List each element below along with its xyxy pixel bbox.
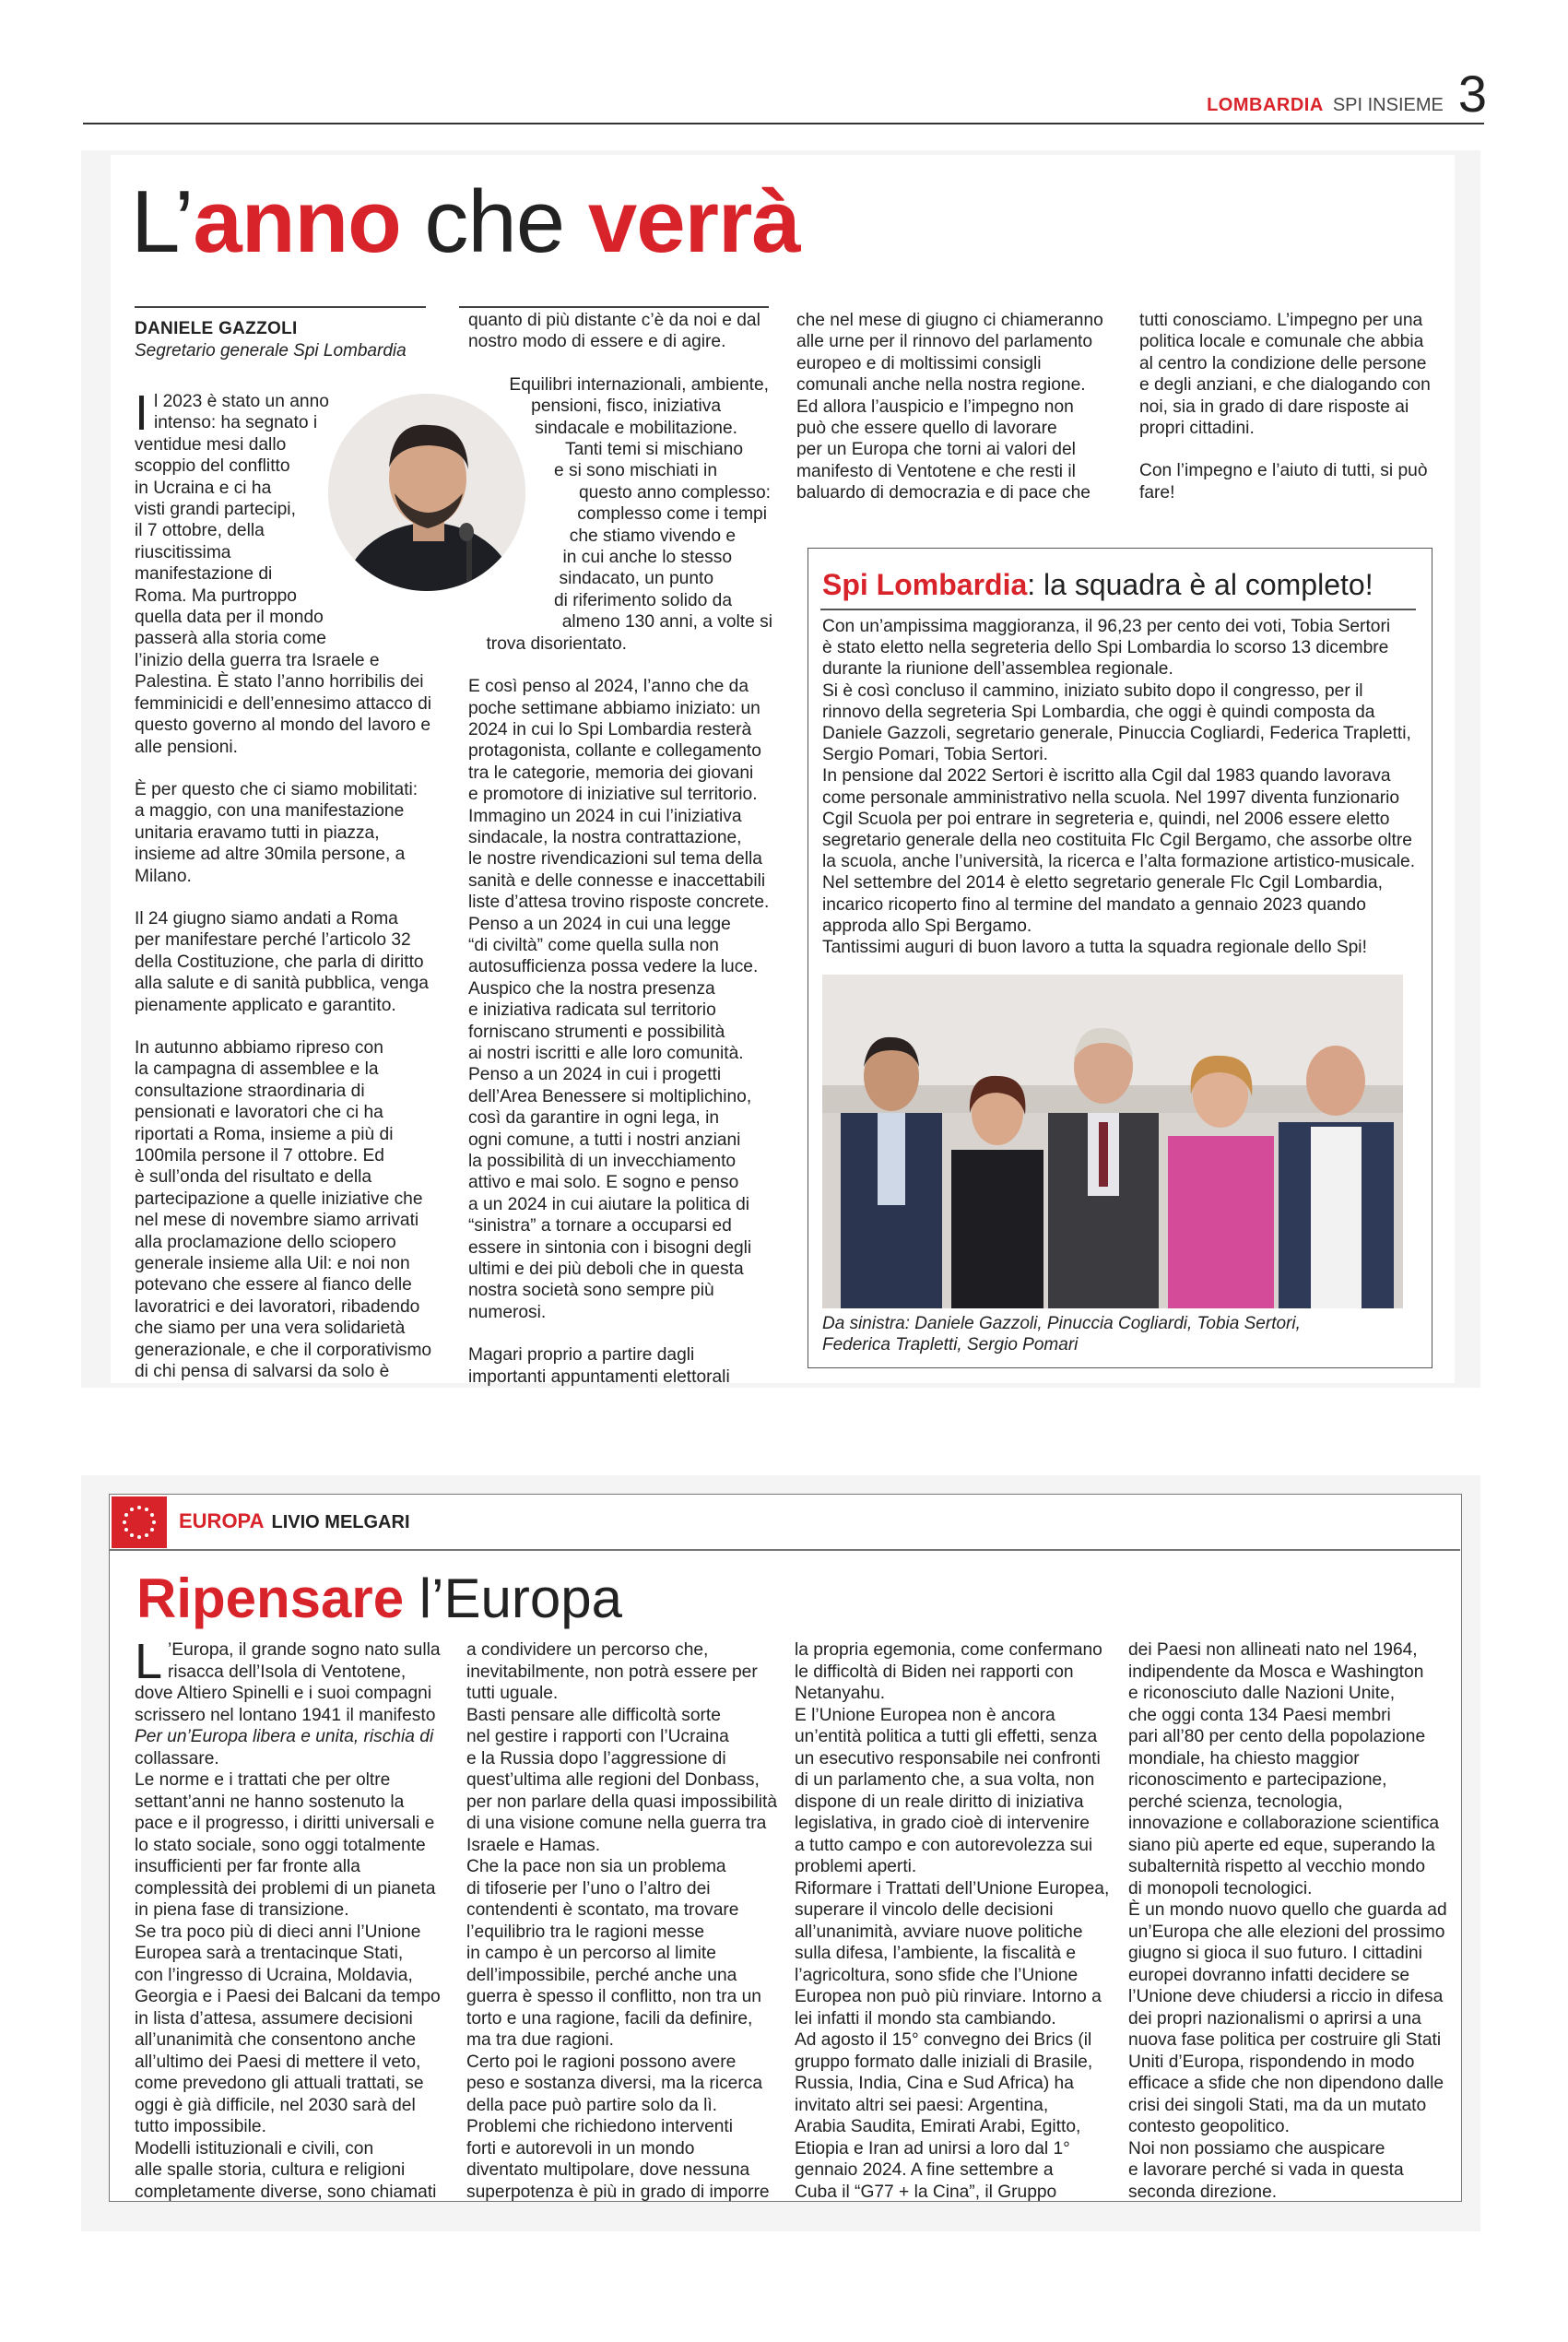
text-line: crisi dei singoli Stati, ma da un mutato (1128, 2095, 1427, 2115)
text-line: Basti pensare alle difficoltà sorte (466, 1705, 721, 1725)
paragraph (468, 676, 778, 1323)
text-line: di riferimento solido da (553, 590, 732, 610)
text-line: complesso come i tempi (577, 504, 767, 525)
title-part: L’ (131, 172, 194, 271)
text-line: incarico ricoperto fino al termine del mandato a gennaio 2023 quando (822, 894, 1366, 915)
text-line: E l’Unione Europea non è ancora (795, 1705, 1055, 1725)
text-line: durante la riunione dell’assemblea regionale. (822, 659, 1173, 680)
text-line: segretario generale della neo costituita Flc Cgil Bergamo, che assorbe oltre (822, 831, 1412, 851)
text-line: il 7 ottobre, della (135, 521, 265, 541)
text-line: che stiamo vivendo e (569, 526, 736, 546)
paragraph (822, 616, 1421, 958)
text-line: subalternità rispetto al vecchio mondo (1128, 1857, 1426, 1876)
text-line: fare! (1139, 482, 1175, 503)
text-line: questo governo al mondo del lavoro e (135, 716, 431, 736)
text-line: Arabia Saudita, Emirati Arabi, Egitto, (795, 2117, 1081, 2136)
divider (135, 306, 426, 308)
text-line: tutto impossibile. (135, 2117, 266, 2136)
text-line: sulla difesa, l’ambiente, la fiscalità e (795, 1944, 1077, 1963)
text-line: così da garantire in ogni lega, in (468, 1108, 719, 1129)
text-line: e lavorare perché si vada in questa (1128, 2160, 1404, 2180)
text-line: attivo e mai solo. E sogno e penso (468, 1173, 739, 1193)
text-line: peso e sostanza diversi, ma la ricerca (466, 2074, 762, 2093)
text-line: passerà alla storia come (135, 629, 326, 649)
article-column-3 (796, 310, 1110, 504)
paragraph (135, 1634, 448, 2203)
text-line: forniscano strumenti e possibilità (468, 1022, 725, 1042)
page-header (1207, 65, 1487, 123)
text-line: della Costituzione, che parla di diritto (135, 952, 424, 972)
paragraph (1128, 1639, 1451, 2203)
sidebar-text (822, 616, 1421, 958)
section-author: LIVIO MELGARI (271, 1512, 410, 1532)
text-line: innovazione e collaborazione scientifica (1128, 1814, 1440, 1833)
text-line: autosufficienza possa vedere la luce. (468, 957, 759, 977)
text-line: alla proclamazione dello sciopero (135, 1232, 396, 1252)
text-line: Israele e Hamas. (466, 1835, 601, 1855)
text-line: superpotenza è più in grado di imporre (466, 2182, 770, 2202)
text-line: Federica Trapletti, Sergio Pomari (822, 1335, 1079, 1354)
text-line: In autunno abbiamo ripreso con (135, 1037, 383, 1058)
text-line: Tanti temi si mischiano (564, 440, 743, 460)
text-line: pensioni, fisco, iniziativa (531, 396, 721, 417)
article-column-1 (135, 385, 439, 1382)
text-line: ultimi e dei più deboli che in questa (468, 1260, 744, 1280)
divider (820, 609, 1416, 610)
article-column-4 (1139, 310, 1453, 503)
text-line: trova disorientato. (486, 633, 627, 654)
text-line: Tantissimi auguri di buon lavoro a tutta la squadra regionale dello Spi! (822, 938, 1367, 958)
paragraph (135, 1037, 439, 1383)
text-line: dispone di un reale diritto di iniziativa (795, 1792, 1084, 1812)
paragraph (468, 374, 778, 655)
text-line: Milano. (135, 866, 192, 886)
text-line: Cgil Scuola per poi entrare in segreteria e, quindi, nel 2006 essere eletto (822, 809, 1390, 829)
text-line: della pace può partire solo da lì. (466, 2095, 717, 2115)
text-line: nuova fase politica per costruire gli Stati (1128, 2030, 1442, 2050)
text-line: di un parlamento che, a sua volta, non (795, 1770, 1095, 1790)
europe-column-3 (795, 1639, 1114, 2203)
text-line: indipendente da Mosca e Washington (1128, 1662, 1424, 1682)
article-title (136, 1566, 622, 1632)
paragraph (1139, 310, 1453, 439)
text-line: inevitabilmente, non potrà essere per (466, 1662, 758, 1682)
text-line: per un Europa che torni ai valori del (796, 440, 1076, 460)
text-line: Con l’impegno e l’aiuto di tutti, si può (1139, 461, 1428, 481)
text-line: Palestina. È stato l’anno horribilis dei (135, 672, 424, 692)
drop-cap: L (135, 1634, 163, 1689)
text-line: ogni comune, a tutti i nostri anziani (468, 1130, 741, 1150)
text-line: è stato eletto nella segreteria dello Spi Lombardia lo scorso 13 dicembre (822, 638, 1389, 658)
text-line: nel mese di novembre siamo arrivati (135, 1211, 419, 1231)
text-line: almeno 130 anni, a volte si (561, 612, 772, 633)
text-line: Da sinistra: Daniele Gazzoli, Pinuccia Cogliardi, Tobia Sertori, (822, 1314, 1301, 1333)
text-line: tra le categorie, memoria dei giovani (468, 763, 754, 783)
text-line: l’equilibrio tra le ragioni messe (466, 1922, 705, 1942)
text-line: pari all’80 per cento della popolazione (1128, 1727, 1426, 1746)
text-line: invitato altri sei paesi: Argentina, (795, 2095, 1049, 2115)
divider (459, 306, 769, 308)
text-line: Con un’ampissima maggioranza, il 96,23 per cento dei voti, Tobia Sertori (822, 617, 1391, 636)
text-line: superare il vincolo delle decisioni (795, 1900, 1054, 1920)
text-line: Roma. Ma purtroppo (135, 586, 297, 606)
paragraph (822, 1313, 1412, 1355)
text-line: contesto geopolitico. (1128, 2117, 1290, 2136)
text-line: Problemi che richiedono interventi (466, 2117, 734, 2136)
text-line: tutti conosciamo. L’impegno per una (1139, 311, 1423, 330)
text-line: Certo poi le ragioni possono avere (466, 2052, 737, 2072)
paragraph (135, 779, 439, 887)
text-line: consultazione straordinaria di (135, 1081, 365, 1101)
text-line: “sinistra” a tornare a occuparsi ed (468, 1216, 732, 1236)
text-line: europeo e di moltissimi consigli (796, 353, 1042, 373)
text-line: la campagna di assemblee e la (135, 1059, 379, 1080)
text-line: l’inizio della guerra tra Israele e (135, 650, 380, 670)
text-line: efficace a sfide che non dipendono dalle (1128, 2074, 1444, 2093)
page-number: 3 (1457, 65, 1487, 123)
divider (109, 1549, 1460, 1551)
text-line: pensionati e lavoratori che ci ha (135, 1103, 383, 1123)
title-highlight: anno (193, 172, 401, 271)
text-line: europei dovranno infatti decidere se (1128, 1965, 1410, 1985)
author-role: Segretario generale Spi Lombardia (135, 341, 407, 361)
text-line: dell’Area Benessere si moltiplichino, (468, 1086, 752, 1106)
text-line: gruppo formato dalle iniziali di Brasile, (795, 2052, 1093, 2072)
text-line: ma tra due ragioni. (466, 2030, 614, 2050)
text-line: politica locale e comunale che abbia (1139, 332, 1424, 352)
text-line: Netanyahu. (795, 1684, 886, 1703)
text-line: e iniziativa radicata sul territorio (468, 1000, 716, 1021)
text-line: 100mila persone il 7 ottobre. Ed (135, 1146, 384, 1165)
text-line: quanto di più distante c’è da noi e dal (468, 311, 760, 330)
text-line: di una visione comune nella guerra tra (466, 1814, 767, 1833)
text-line: propri cittadini. (1139, 419, 1255, 439)
text-line: sindacato, un punto (559, 569, 713, 589)
publication-name: SPI INSIEME (1332, 95, 1444, 115)
text-line: 2024 in cui lo Spi Lombardia resterà (468, 719, 752, 739)
text-line: Se tra poco più di dieci anni l’Unione (135, 1922, 421, 1942)
text-line: dei propri nazionalismi o aprirsi a una (1128, 2008, 1421, 2029)
text-line: manifestazione di (135, 564, 273, 585)
text-line: e promotore di iniziative sul territorio. (468, 785, 758, 805)
text-line: Equilibri internazionali, ambiente, (509, 374, 769, 395)
text-line: come prevedono gli attuali trattati, se (135, 2074, 424, 2093)
text-line: che nel mese di giugno ci chiameranno (796, 311, 1103, 330)
text-line: e degli anziani, e che dialogando con (1139, 375, 1431, 396)
text-line: Le norme e i trattati che per oltre (135, 1770, 391, 1790)
text-line: comunali anche nella nostra regione. (796, 375, 1086, 396)
text-line: Auspico che la nostra presenza (468, 978, 715, 999)
text-line: guerra è spesso il conflitto, non tra un (466, 1987, 761, 2006)
text-line: con l’ingresso di Ucraina, Moldavia, (135, 1965, 413, 1985)
text-line: Penso a un 2024 in cui i progetti (468, 1065, 722, 1085)
text-line: nostro modo di essere e di agire. (468, 332, 726, 352)
text-line: questo anno complesso: (579, 482, 771, 503)
text-line: la possibilità di un invecchiamento (468, 1152, 737, 1172)
text-line: gennaio 2024. A fine settembre a (795, 2160, 1054, 2180)
text-line: Modelli istituzionali e civili, con (135, 2138, 374, 2159)
text-line: Europea sarà a trentacinque Stati, (135, 1944, 404, 1963)
text-line: al centro la condizione delle persone (1139, 353, 1427, 373)
text-line: in piena fase di transizione. (135, 1900, 349, 1920)
text-line: “di civiltà” come quella sulla non (468, 935, 719, 955)
sidebar-title-highlight: Spi Lombardia (822, 568, 1028, 601)
text-line: forti e autorevoli in un mondo (466, 2138, 695, 2159)
text-line: nostra società sono sempre più (468, 1281, 714, 1301)
text-line: un’Europa che alle elezioni del prossimo (1128, 1922, 1445, 1942)
text-line: liste d’attesa trovino risposte concrete. (468, 893, 770, 913)
text-line: mondiale, ha chiesto maggior (1128, 1748, 1360, 1768)
text-line: lo stato sociale, sono oggi totalmente (135, 1835, 426, 1855)
text-line: lavoratrici e dei lavoratori, ribadendo (135, 1296, 420, 1317)
text-line: È un mondo nuovo quello che guarda ad (1128, 1900, 1447, 1920)
text-line: insieme ad altre 30mila persone, a (135, 845, 406, 865)
text-line: seconda direzione. (1128, 2182, 1278, 2202)
text-line: perché scienza, tecnologia, (1128, 1792, 1343, 1812)
region-label: LOMBARDIA (1207, 95, 1324, 115)
text-line: un esecutivo responsabile nei confronti (795, 1748, 1101, 1768)
text-line: le nostre rivendicazioni sul tema della (468, 849, 762, 869)
text-line: lei infatti il mondo sta cambiando. (795, 2008, 1056, 2029)
text-line: visti grandi partecipi, (135, 500, 296, 520)
text-line: femminicidi e dell’ennesimo attacco di (135, 693, 432, 714)
text-line: un’entità politica a tutti gli effetti, senza (795, 1727, 1098, 1746)
text-line: Sergio Pomari, Tobia Sertori. (822, 745, 1048, 765)
text-line: ventidue mesi dallo (135, 434, 287, 455)
text-line: a condividere un percorso che, (466, 1640, 709, 1660)
text-line: la scuola, anche l’università, la ricerca e l’alta formazione artistico-musicale. (822, 852, 1416, 872)
sidebar-title-rest: : la squadra è al completo! (1027, 568, 1373, 601)
text-line: Etiopia e Iran ad unirsi a loro dal 1° (795, 2138, 1070, 2159)
text-line: di monopoli tecnologici. (1128, 1878, 1313, 1898)
text-line: dove Altiero Spinelli e i suoi compagni (135, 1684, 432, 1703)
text-line: Riformare i Trattati dell’Unione Europea, (795, 1878, 1110, 1898)
text-line: all’unanimità, avviare nuove politiche (795, 1922, 1083, 1942)
text-line: Ad agosto il 15° convegno dei Brics (il (795, 2030, 1092, 2050)
text-line: per manifestare perché l’articolo 32 (135, 930, 411, 951)
text-line: torto e una ragione, facili da definire, (466, 2008, 753, 2029)
text-line: dei Paesi non allineati nato nel 1964, (1128, 1640, 1418, 1660)
text-line: è sull’onda del risultato e della (135, 1167, 372, 1188)
text-line: In pensione dal 2022 Sertori è iscritto alla Cgil dal 1983 quando lavorava (822, 766, 1391, 787)
text-line: complessità dei problemi di un pianeta (135, 1878, 436, 1898)
text-line: pienamente applicato e garantito. (135, 995, 396, 1015)
text-line: può che essere quello di lavorare (796, 419, 1057, 439)
author-block (135, 318, 407, 362)
paragraph (1139, 460, 1453, 503)
drop-cap: I (135, 385, 149, 441)
text-line: in campo è un percorso al limite (466, 1944, 716, 1963)
title-part: che (400, 172, 588, 271)
article-title (131, 172, 800, 273)
paragraph (796, 310, 1110, 504)
text-line: problemi aperti. (795, 1857, 917, 1876)
text-line: approda allo Spi Bergamo. (822, 916, 1032, 936)
text-line: all’ultimo dei Paesi di mettere il veto, (135, 2052, 421, 2072)
text-line: importanti appuntamenti elettorali (468, 1366, 730, 1387)
text-line: per non parlare della quasi impossibilità (466, 1792, 778, 1812)
text-line: scoppio del conflitto (135, 456, 290, 477)
text-line: risacca dell’Isola di Ventotene, (168, 1662, 407, 1682)
eu-flag-icon (112, 1496, 167, 1548)
text-line: ai nostri iscritti e alle loro comunità. (468, 1044, 744, 1063)
text-line: manifesto di Ventotene e che resti il (796, 461, 1076, 481)
text-line: È per questo che ci siamo mobilitati: (135, 779, 419, 799)
text-line: oggi è già difficile, nel 2030 sarà del (135, 2095, 416, 2115)
text-line: E così penso al 2024, l’anno che da (468, 677, 749, 697)
text-line: Ed allora l’auspicio e l’impegno non (796, 396, 1074, 417)
text-line: Il 24 giugno siamo andati a Roma (135, 908, 398, 929)
text-line: unitaria eravamo tutti in piazza, (135, 822, 380, 843)
text-line: insufficienti per far fronte alla (135, 1857, 360, 1876)
text-line: poche settimane abbiamo iniziato: un (468, 698, 760, 718)
text-line: tutti uguale. (466, 1684, 559, 1703)
text-line: che oggi conta 134 Paesi membri (1128, 1705, 1391, 1725)
text-line: Per un’Europa libera e unita, rischia di (135, 1727, 434, 1746)
text-line: alle pensioni. (135, 737, 239, 757)
text-line: riuscitissima (135, 542, 231, 562)
text-line: numerosi. (468, 1302, 547, 1322)
text-line: baluardo di democrazia e di pace che (796, 483, 1091, 503)
text-line: come personale amministrativo nella scuola. Nel 1997 diventa funzionario (822, 787, 1400, 808)
text-line: l’agricoltura, sono sfide che l’Unione (795, 1965, 1079, 1985)
text-line: dell’impossibile, perché anche una (466, 1965, 737, 1985)
text-line: e la Russia dopo l’aggressione di (466, 1748, 726, 1768)
text-line: all’unanimità che consentono anche (135, 2030, 417, 2050)
text-line: e riconosciuto dalle Nazioni Unite, (1128, 1684, 1396, 1703)
text-line: intenso: ha segnato i (154, 413, 318, 433)
text-line: di chi pensa di salvarsi da solo è (135, 1362, 390, 1382)
paragraph (468, 310, 778, 353)
text-line: Uniti d’Europa, rispondendo in modo (1128, 2052, 1415, 2072)
text-line: Si è così concluso il cammino, iniziato subito dopo il congresso, per il (822, 680, 1363, 701)
europe-column-1 (135, 1634, 448, 2203)
text-line: siano più aperte ed eque, superando la (1128, 1835, 1435, 1855)
text-line: a un 2024 in cui aiutare la politica di (468, 1194, 750, 1214)
text-line: noi, sia in grado di dare risposte ai (1139, 396, 1409, 417)
text-line: potevano che essere al fianco delle (135, 1275, 412, 1295)
text-line: alla salute e di sanità pubblica, venga (135, 974, 429, 994)
text-line: Georgia e i Paesi dei Balcani da tempo (135, 1987, 441, 2006)
text-line: completamente diverse, sono chiamati (135, 2182, 437, 2202)
paragraph (135, 385, 439, 758)
text-line: Nel settembre del 2014 è eletto segretario generale Flc Cgil Lombardia, (822, 873, 1383, 893)
text-line: Cuba il “G77 + la Cina”, il Gruppo (795, 2182, 1057, 2202)
article-column-2 (468, 310, 778, 1388)
text-line: generale insieme alla Uil: e noi non (135, 1254, 410, 1274)
text-line: e si sono mischiati in (553, 461, 717, 481)
text-line: Penso a un 2024 in cui una legge (468, 914, 731, 934)
text-line: nel gestire i rapporti con l’Ucraina (466, 1727, 729, 1746)
text-line: l’Unione deve chiudersi a riccio in difesa (1128, 1987, 1444, 2006)
group-photo (822, 975, 1403, 1308)
text-line: sindacale e mobilitazione. (535, 418, 737, 438)
text-line: contendenti è scontato, ma trovare (466, 1900, 739, 1920)
text-line: essere in sintonia con i bisogni degli (468, 1237, 752, 1258)
text-line: scrissero nel lontano 1941 il manifesto (135, 1705, 436, 1725)
europe-column-4 (1128, 1639, 1451, 2203)
paragraph (466, 1639, 780, 2203)
text-line: sindacale, la nostra contrattazione, (468, 827, 742, 847)
photo-caption (822, 1313, 1412, 1355)
paragraph (468, 1344, 778, 1388)
text-line: pace e il progresso, i diritti universali e (135, 1814, 435, 1833)
text-line: in cui anche lo stesso (562, 548, 732, 568)
text-line: Immagino un 2024 in cui l’iniziativa (468, 806, 742, 826)
title-part: l’Europa (404, 1567, 622, 1629)
europe-column-2 (466, 1639, 780, 2203)
text-line: l 2023 è stato un anno (154, 392, 329, 411)
text-line: a tutto campo e con autorevolezza sui (795, 1835, 1093, 1855)
text-line: diventato multipolare, dove nessuna (466, 2160, 750, 2180)
paragraph (135, 908, 439, 1016)
section-name: EUROPA (179, 1509, 265, 1532)
text-line: alle urne per il rinnovo del parlamento (796, 332, 1093, 352)
text-line: collassare. (135, 1748, 219, 1768)
section-label (179, 1508, 410, 1535)
title-highlight: verrà (587, 172, 800, 271)
text-line: Magari proprio a partire dagli (468, 1345, 695, 1366)
paragraph (795, 1639, 1114, 2203)
text-line: sanità e delle connesse e inaccettabili (468, 870, 766, 891)
text-line: riportati a Roma, insieme a più di (135, 1124, 394, 1144)
text-line: in lista d’attesa, assumere decisioni (135, 2008, 413, 2029)
text-line: ’Europa, il grande sogno nato sulla (168, 1640, 441, 1660)
text-line: generazionale, e che il corporativismo (135, 1340, 432, 1360)
text-line: riconoscimento e partecipazione, (1128, 1770, 1387, 1790)
text-line: partecipazione a quelle iniziative che (135, 1189, 423, 1209)
text-line: le difficoltà di Biden nei rapporti con (795, 1662, 1074, 1682)
text-line: la propria egemonia, come confermano (795, 1640, 1102, 1660)
text-line: Che la pace non sia un problema (466, 1857, 726, 1876)
text-line: Europea non può più rinviare. Intorno a (795, 1987, 1102, 2006)
text-line: quella data per il mondo (135, 608, 324, 628)
text-line: Russia, India, Cina e Sud Africa) ha (795, 2074, 1074, 2093)
text-line: a maggio, con una manifestazione (135, 801, 405, 822)
text-line: legislativa, in grado cioè di intervenire (795, 1814, 1090, 1833)
sidebar-title (822, 566, 1373, 603)
text-line: giugno si gioca il suo futuro. I cittadini (1128, 1944, 1422, 1963)
text-line: rinnovo della segreteria Spi Lombardia, che oggi è quindi composta da (822, 702, 1375, 722)
text-line: Noi non possiamo che auspicare (1128, 2138, 1385, 2159)
text-line: quest’ultima alle regioni del Donbass, (466, 1770, 760, 1790)
text-line: Daniele Gazzoli, segretario generale, Pinuccia Cogliardi, Federica Trapletti, (822, 724, 1411, 744)
title-highlight: Ripensare (136, 1567, 405, 1629)
text-line: alle spalle storia, cultura e religioni (135, 2160, 406, 2180)
text-line: di tifoserie per l’uno o l’altro dei (466, 1878, 711, 1898)
header-rule (83, 123, 1484, 124)
text-line: in Ucraina e ci ha (135, 478, 272, 498)
text-line: che siamo per una vera solidarietà (135, 1319, 406, 1339)
text-line: protagonista, collante e collegamento (468, 741, 761, 762)
text-line: settant’anni ne hanno sostenuto la (135, 1792, 405, 1812)
author-name: DANIELE GAZZOLI (135, 319, 298, 338)
